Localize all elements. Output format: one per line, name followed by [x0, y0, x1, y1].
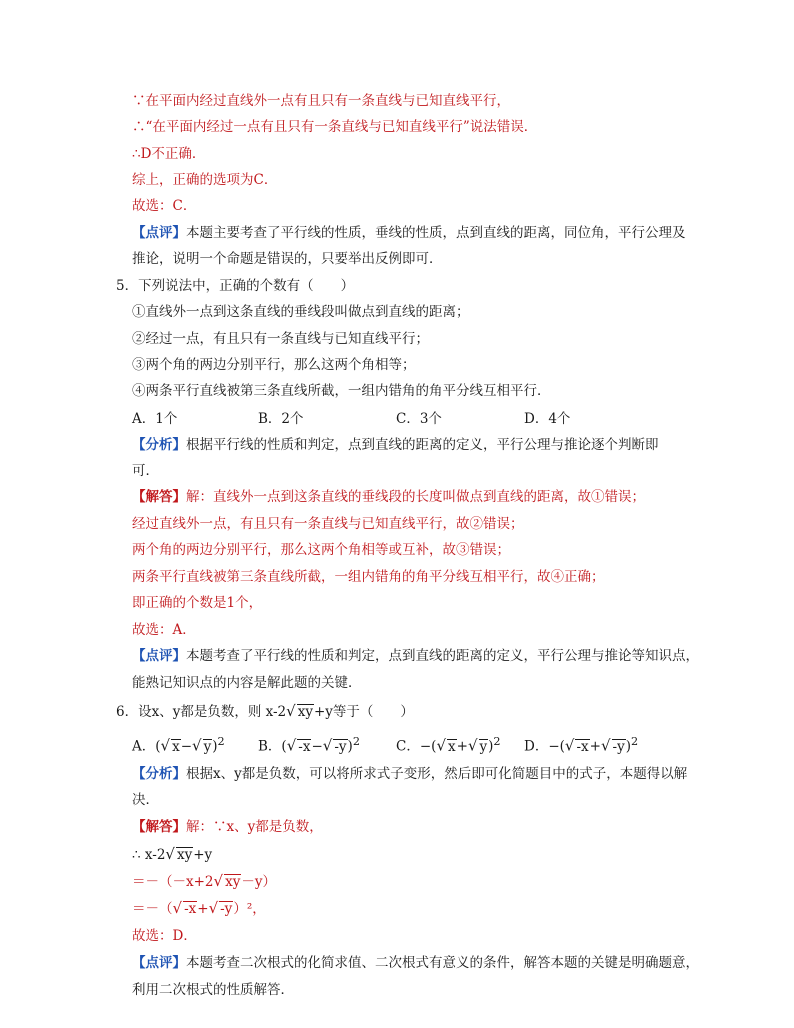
- option-label: C．: [396, 738, 420, 755]
- q6-stem: [116, 701, 414, 722]
- q6-step-1: [132, 844, 212, 865]
- q5-stem: 5．下列说法中，正确的个数有（ ）: [116, 278, 355, 294]
- radical-sign: √: [172, 899, 183, 917]
- review-tag: 【点评】: [132, 225, 186, 241]
- answer-text: 解：直线外一点到这条直线的垂线段的长度叫做点到直线的距离，故①错误；: [186, 489, 645, 505]
- q6-stem-prefix: 6．设x、y都是负数，则 x-2: [116, 704, 287, 720]
- step-radicand: -x: [184, 901, 197, 917]
- step-radicand: xy: [225, 874, 241, 890]
- q5-review-cont: 能熟记知识点的内容是解此题的关键．: [132, 675, 362, 691]
- step-prefix: ∴ x-2: [132, 847, 166, 863]
- q6-option-b: B．(√ -x−√ -y)$^2$: [258, 735, 360, 755]
- radical-sign: √: [286, 702, 296, 720]
- step-radicand: xy: [176, 847, 193, 863]
- q6-analysis: [132, 764, 687, 784]
- review-text: 本题考查了平行线的性质和判定，点到直线的距离的定义，平行公理与推论等知识点，: [186, 648, 699, 664]
- q5-analysis-cont: 可．: [132, 463, 159, 479]
- prev-line-2: ∴“在平面内经过一点有且只有一条直线与已知直线平行”说法错误．: [132, 119, 538, 135]
- q6-review: [132, 953, 699, 973]
- q5-statement-1: ①直线外一点到这条直线的垂线段叫做点到直线的距离；: [132, 304, 470, 320]
- answer-tag: 【解答】: [132, 819, 186, 835]
- q5-answer: [132, 487, 645, 507]
- q5-answer-2: 经过直线外一点，有且只有一条直线与已知直线平行，故②错误；: [132, 516, 524, 532]
- prev-review-cont: 推论，说明一个命题是错误的，只要举出反例即可．: [132, 251, 443, 267]
- answer-tag: 【解答】: [132, 489, 186, 505]
- q6-option-a: A．(√ x−√ y)$^2$: [132, 735, 225, 755]
- step-suffix: ）²，: [233, 901, 266, 917]
- q6-stem-suffix: +y等于（ ）: [313, 704, 414, 720]
- q6-choose: 故选：D．: [132, 928, 197, 944]
- step-prefix: ＝－（: [132, 901, 173, 917]
- q6-stem-radicand: xy: [297, 704, 313, 720]
- q5-statement-2: ②经过一点，有且只有一条直线与已知直线平行；: [132, 331, 429, 347]
- q6-answer: [132, 817, 323, 837]
- prev-line-3: ∴D不正确．: [132, 146, 206, 162]
- q5-option-b: B．2个: [258, 411, 304, 427]
- q5-review: [132, 646, 699, 666]
- option-label: A．: [132, 738, 156, 755]
- q6-option-d: D．−(√ -x+√ -y)$^2$: [524, 735, 639, 755]
- q5-answer-5: 即正确的个数是1个，: [132, 595, 263, 611]
- review-text: 本题主要考查了平行线的性质，垂线的性质，点到直线的距离，同位角，平行公理及: [186, 225, 686, 241]
- analysis-text: 根据x、y都是负数，可以将所求式子变形，然后即可化简题目中的式子，本题得以解: [186, 766, 688, 782]
- q5-option-a: A．1个: [132, 411, 178, 427]
- q6-step-2: [132, 871, 276, 892]
- review-text: 本题考查二次根式的化简求值、二次根式有意义的条件，解答本题的关键是明确题意，: [186, 955, 699, 971]
- step-suffix: －y）: [241, 874, 276, 890]
- q6-analysis-cont: 决．: [132, 792, 159, 808]
- q5-answer-4: 两条平行直线被第三条直线所截，一组内错角的角平分线互相平行，故④正确；: [132, 569, 605, 585]
- step-radicand: -y: [220, 901, 233, 917]
- step-suffix: +y: [193, 847, 213, 863]
- step-prefix: ＝－（－x+2: [132, 874, 214, 890]
- review-tag: 【点评】: [132, 955, 186, 971]
- q5-choose: 故选：A．: [132, 622, 196, 638]
- q6-option-c: C．−(√ x+√ y)$^2$: [396, 735, 501, 755]
- q5-statement-4: ④两条平行直线被第三条直线所截，一组内错角的角平分线互相平行．: [132, 383, 551, 399]
- analysis-text: 根据平行线的性质和判定，点到直线的距离的定义，平行公理与推论逐个判断即: [186, 437, 659, 453]
- radical-sign: √: [208, 899, 219, 917]
- review-tag: 【点评】: [132, 648, 186, 664]
- q5-statement-3: ③两个角的两边分别平行，那么这两个角相等；: [132, 357, 416, 373]
- option-label: B．: [258, 738, 282, 755]
- prev-choose: 故选：C．: [132, 198, 197, 214]
- q5-analysis: [132, 435, 659, 455]
- answer-text: 解：∵x、y都是负数，: [186, 819, 323, 835]
- q5-answer-3: 两个角的两边分别平行，那么这两个角相等或互补，故③错误；: [132, 542, 510, 558]
- prev-line-1: ∵在平面内经过直线外一点有且只有一条直线与已知直线平行，: [132, 93, 510, 109]
- q5-option-c: C．3个: [396, 411, 442, 427]
- radical-sign: √: [213, 872, 224, 890]
- prev-line-4: 综上，正确的选项为C．: [132, 172, 278, 188]
- q6-review-cont: 利用二次根式的性质解答．: [132, 982, 294, 998]
- radical-sign: √: [165, 845, 175, 863]
- prev-review: [132, 223, 686, 243]
- q5-option-d: D．4个: [524, 411, 571, 427]
- option-label: D．: [524, 738, 549, 755]
- analysis-tag: 【分析】: [132, 437, 186, 453]
- step-operator: +: [197, 901, 209, 917]
- q6-step-3: [132, 898, 266, 919]
- analysis-tag: 【分析】: [132, 766, 186, 782]
